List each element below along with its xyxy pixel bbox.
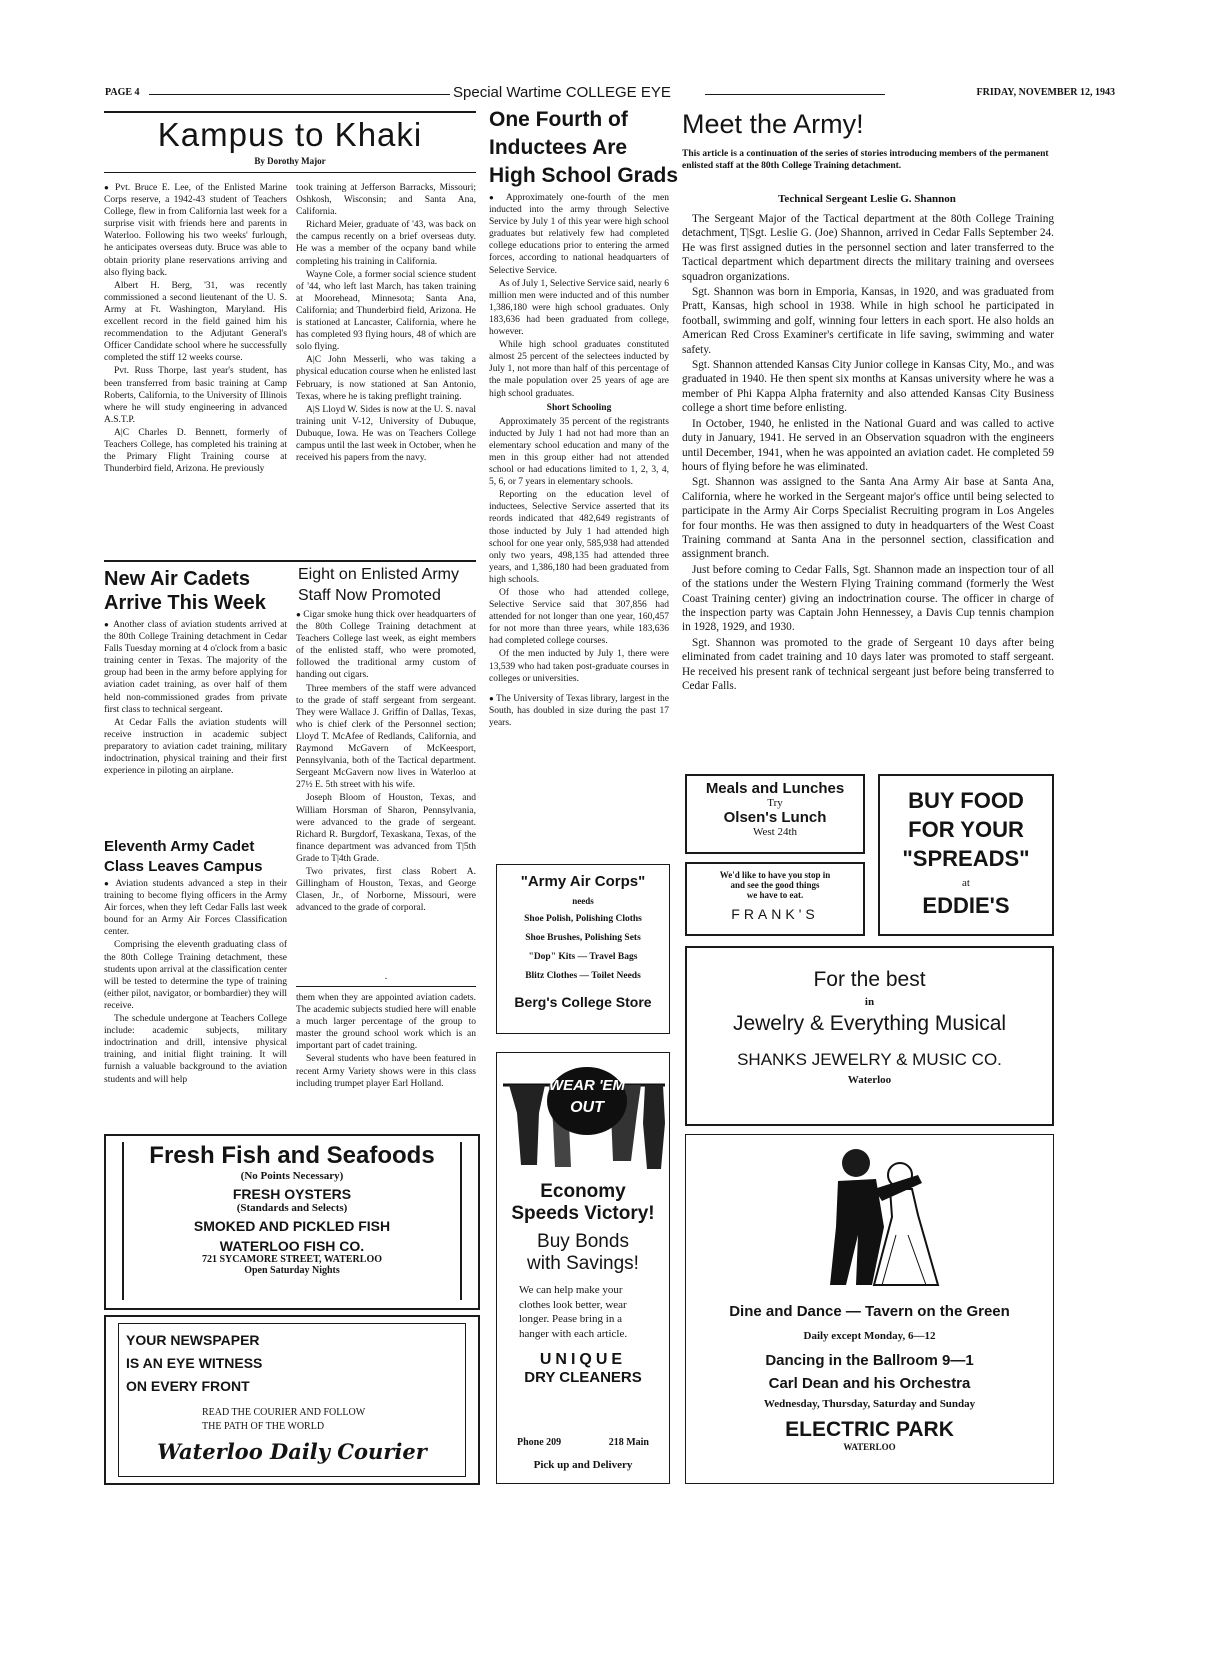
fourth-p2: As of July 1, Selective Service said, nearly 6 million men were inducted and of this number 1,386,180 were high school graduates. Only 183,636 had been graduated from college, however. <box>489 278 669 338</box>
courier-line-3: ON EVERY FRONT <box>126 1378 250 1394</box>
fourth-texas: ● The University of Texas library, largest in the South, has doubled in size during the past 17 years. <box>489 693 669 729</box>
unique-h2: Speeds Victory! <box>511 1203 655 1224</box>
fish-line-7: 721 SYCAMORE STREET, WATERLOO <box>201 1254 383 1265</box>
electric-line-2: Daily except Monday, 6—12 <box>803 1330 936 1342</box>
fourth-p5: Reporting on the education level of inductees, Selective Service asserted that its reords indicated that 482,649 registrants of those inducted by July 1 had attended high school for one year only, 585,938 had attended only two years, 498,135 had attended three years, and 1,386,180 had been graduated from high schools. <box>489 490 669 585</box>
eleventh-title-2: Class Leaves Campus <box>104 858 263 875</box>
shanks-line-1: For the best <box>813 968 926 991</box>
army-p5: Sgt. Shannon was assigned to the Santa Ana Army Air base at Santa Ana, California, where he worked in the Sergeant major's office until being selected to participate in the Army Air Corps Specialist Recruiting program in Los Angeles for four months. He was then assigned to duty in headquarters of the West Coast Training command at Santa Ana in the personnel section, classification and assignment branch. <box>682 476 1054 561</box>
electric-line-1: Dine and Dance — Tavern on the Green <box>729 1303 1010 1320</box>
army-body <box>682 212 1054 694</box>
unique-name-2: DRY CLEANERS <box>524 1369 642 1386</box>
electric-line-5: Wednesday, Thursday, Saturday and Sunday <box>763 1398 976 1410</box>
army-subhead: Technical Sergeant Leslie G. Shannon <box>778 193 956 205</box>
fish-line-8: Open Saturday Nights <box>244 1265 340 1276</box>
eddies-line-3: "SPREADS" <box>902 846 1030 871</box>
olsen-lunch-ad <box>685 774 865 854</box>
fourth-subhead: Short Schooling <box>546 402 612 413</box>
army-title: Meet the Army! <box>682 109 864 139</box>
divider-dot: · <box>384 974 388 985</box>
badge-line-1: WEAR 'EM <box>548 1077 626 1094</box>
courier-logo: Waterloo Daily Courier <box>157 1439 427 1464</box>
unique-pickup: Pick up and Delivery <box>533 1459 633 1471</box>
aircadets-p1: ● Another class of aviation students arrived at the 80th College Training detachment in Cedar Falls Tuesday morning at 4 o'clock from a basic training center in Texas. The majority of the group had been in the army before applying for aviation cadet training, as over half of them held non-commissioned grades from private first class to technical sergeant. <box>104 619 287 716</box>
fish-ad <box>122 1142 462 1300</box>
shanks-line-3: Jewelry & Everything Musical <box>732 1012 1007 1035</box>
eight-title-1: Eight on Enlisted Army <box>298 566 459 583</box>
man-head <box>842 1149 870 1177</box>
eight-p4: Two privates, first class Robert A. Gillingham of Houston, Texas, and George Clasen, Jr., of Norborne, Missouri, were advanced to the grade of corporal. <box>296 866 476 914</box>
kampus-p8: A|C John Messerli, who was taking a physical education course when he enlisted last February, is now stationed at San Antonio, Texas, where he is taking preflight training. <box>296 355 476 402</box>
electric-line-4: Carl Dean and his Orchestra <box>768 1375 971 1392</box>
shanks-line-4: SHANKS JEWELRY & MUSIC CO. <box>737 1050 1002 1069</box>
eleventh-continued <box>296 992 476 1091</box>
fourth-p3: While high school graduates constituted almost 25 percent of the selectees inducted by July 1, not more than half of this percentage of the male population over 25 years of age are high school graduates. <box>489 340 669 399</box>
man-figure <box>830 1179 884 1285</box>
army-intro: This article is a continuation of the series of stories introducing members of the permanent enlisted staff at the 80th College Training detachment. <box>682 149 1049 171</box>
unique-addr: 218 Main <box>608 1437 649 1448</box>
kampus-col1 <box>104 182 287 476</box>
dress-folds <box>882 1235 926 1285</box>
fish-line-1: Fresh Fish and Seafoods <box>149 1142 435 1169</box>
courier-line-1: YOUR NEWSPAPER <box>126 1332 260 1348</box>
bergs-ad <box>496 864 670 1034</box>
electric-line-7: WATERLOO <box>843 1442 896 1452</box>
eleventh-cont-p1: them when they are appointed aviation cadets. The academic subjects studied here will enable a much larger percentage of the group to master the ground school work which is an important part of cadet training. <box>296 993 476 1052</box>
franks-ad <box>685 862 865 936</box>
electric-line-6: ELECTRIC PARK <box>785 1418 954 1441</box>
army-p4: In October, 1940, he enlisted in the National Guard and was called to active duty in January, 1941. He served in an Observation squadron with the engineers until December, 1941, when he was appointed an aviation cadet. He completed 59 hours of flying before he was eliminated. <box>682 417 1054 473</box>
eight-title-2: Staff Now Promoted <box>298 587 441 604</box>
bergs-item-3: "Dop" Kits — Travel Bags <box>528 952 638 962</box>
electric-line-3: Dancing in the Ballroom 9—1 <box>765 1352 974 1369</box>
unique-body: We can help make your clothes look better, wear longer. Pease bring in a hanger with each article. <box>519 1284 628 1340</box>
electric-park-ad <box>685 1134 1054 1484</box>
kampus-p9: A|S Lloyd W. Sides is now at the U. S. naval training unit V-12, University of Dubuque, Dubuque, Iowa. He was on Teachers College campus until the last week in October, when he received his papers from the navy. <box>296 404 476 464</box>
bergs-line-1: "Army Air Corps" <box>520 873 646 890</box>
fish-line-3: FRESH OYSTERS <box>232 1186 352 1202</box>
kampus-title: Kampus to Khaki <box>157 116 423 153</box>
courier-ad <box>104 1315 480 1485</box>
hanging-garment <box>643 1085 665 1169</box>
eddies-line-2: FOR YOUR <box>908 817 1024 842</box>
eleventh-p2: Comprising the eleventh graduating class of the 80th College Training detachment, these students upon arrival at the classification center will be tested to determine the type of training (either pilot, navigator, or bombardier) they will receive. <box>104 940 287 1011</box>
kampus-p1: ● Pvt. Bruce E. Lee, of the Enlisted Marine Corps reserve, a 1942-43 student of Teachers College, flew in from California last week for a surprise visit with friends here and parents in Waterloo. Following his two weeks' furlough, he anticipates overseas duty. Bruce was able to obtain priority plane reservations arriving and also flying back. <box>104 182 287 279</box>
unique-h4: with Savings! <box>527 1253 639 1274</box>
eleventh-p1: ● Aviation students advanced a step in their training to become flying officers in the Army Air forces, when they left Cedar Falls last week bound for an Army Air Forces Classification center. <box>104 878 287 938</box>
kampus-p6: Richard Meier, graduate of '43, was back on the campus recently on a brief overseas duty. He was a member of the ocpany band while completing his training in California. <box>296 220 476 267</box>
kampus-p3: Pvt. Russ Thorpe, last year's student, has been transferred from basic training at Camp Roberts, California, to the University of Illinois where he will study engineering in advanced A.S.T.P. <box>104 366 287 425</box>
franks-line-4: FRANK'S <box>731 906 819 922</box>
unique-name-1: UNIQUE <box>539 1351 627 1368</box>
eddies-line-5: EDDIE'S <box>922 893 1010 918</box>
kampus-col2 <box>296 182 476 465</box>
army-p1: The Sergeant Major of the Tactical department at the 80th College Training detachment, T|Sgt. Leslie G. (Joe) Shannon, arrived in Cedar Falls September 24. He was first assigned duties in the personnel section and later transferred to the Tactical department which department directs the military training and oversees squadron organizations. <box>682 213 1054 283</box>
aircadets-title-2: Arrive This Week <box>104 592 266 614</box>
army-p2: Sgt. Shannon was born in Emporia, Kansas, in 1920, and was graduated from Pratt, Kansas, high school in 1938. While in high school he participated in football, swimming and golf, winning four letters in each sport. He also holds an American Red Cross Examiner's certificate in life saving, swimming and water safety. <box>682 286 1054 356</box>
aircadets-body <box>104 619 287 778</box>
unique-h1: Economy <box>540 1181 626 1202</box>
olsen-line-4: West 24th <box>752 826 798 838</box>
unique-phone: Phone 209 <box>517 1437 562 1448</box>
aircadets-title-1: New Air Cadets <box>104 568 250 590</box>
bergs-line-2: needs <box>572 896 594 906</box>
fourth-title-2: Inductees Are <box>489 136 628 159</box>
olsen-line-1: Meals and Lunches <box>705 780 845 797</box>
bergs-store: Berg's College Store <box>514 994 652 1010</box>
dancing-couple-illustration <box>686 1135 1053 1295</box>
eleventh-cont-p2: Several students who have been featured in recent Army Variety shows were in this class including trumpet player Earl Holland. <box>296 1054 476 1089</box>
eleventh-body <box>104 878 287 1087</box>
courier-line-5: THE PATH OF THE WORLD <box>202 1421 325 1432</box>
shanks-line-2: in <box>864 996 875 1008</box>
kampus-byline: By Dorothy Major <box>254 156 326 166</box>
franks-line-1: We'd like to have you stop in <box>719 870 831 880</box>
eight-p2: Three members of the staff were advanced to the grade of staff sergeant from sergeant. They were Wallace J. Griffin of Dallas, Texas, who is chief clerk of the Personnel section; Lloyd T. McAfee of Redlands, California, and Raymond McGavern of McKeesport, Pennsylvania, both of the Tactical department. Sergeant McGavern now lives in Waterloo at 27½ E. 5th street with his wife. <box>296 683 476 791</box>
eddies-ad <box>878 774 1054 936</box>
bergs-item-4: Blitz Clothes — Toilet Needs <box>525 971 641 981</box>
issue-date: FRIDAY, NOVEMBER 12, 1943 <box>974 87 1115 98</box>
unique-ad <box>496 1052 670 1484</box>
eight-body <box>296 609 476 915</box>
fourth-body <box>489 192 669 730</box>
fourth-p6: Of those who had attended college, Selective Service said that 307,856 had attended for not longer than one year, 160,457 for not more than three years, while 183,636 had completed college courses. <box>489 588 669 647</box>
fourth-p7: Of the men inducted by July 1, there were 13,539 who had taken post-graduate courses in colleges or universities. <box>489 649 669 684</box>
eddies-line-4: at <box>962 877 970 889</box>
fish-line-5: SMOKED AND PICKLED FISH <box>193 1218 391 1234</box>
army-p7: Sgt. Shannon was promoted to the grade of Sergeant 10 days after being eliminated from cadet training and 10 days later was promoted to staff sergeant. He received his present rank of technical sergeant just before being transferred to Cedar Falls. <box>682 636 1054 692</box>
unique-h3: Buy Bonds <box>537 1231 629 1252</box>
fourth-p1: ● Approximately one-fourth of the men inducted into the army through Selective Service by July 1 of this year were high school graduates but relatively few had completed college educations prior to entering the armed forces, according to national headquarters of Selective Service. <box>489 192 669 277</box>
eddies-line-1: BUY FOOD <box>908 788 1024 813</box>
kampus-p7: Wayne Cole, a former social science student of '44, who left last March, has taken training at Moorehead, Minnesota; Santa Ana, California; and Thunderbird field, Arizona. He is stationed at Lancaster, California, where he has completed 93 flying hours, 48 of which are solo flying. <box>296 269 476 353</box>
franks-line-3: we have to eat. <box>746 890 804 900</box>
army-p3: Sgt. Shannon attended Kansas City Junior college in Kansas City, Mo., and was graduated in 1940. He then spent six months at Kansas university where he was a member of Phi Kappa Alpha fraternity and also attended Kansas City Business college a short time before enlisting. <box>682 359 1054 415</box>
aircadets-p2: At Cedar Falls the aviation students will receive instruction in academic subject preparatory to aviation cadet training, military indoctrination, physical training and their first experience in piloting an airplane. <box>104 717 287 777</box>
paper-name: Special Wartime COLLEGE EYE <box>450 84 674 101</box>
eight-p1: ● Cigar smoke hung thick over headquarters of the 80th College Training detachment at Teachers College last week, as eight members of the enlisted staff, who were promoted, followed the traditional army custom of handing out cigars. <box>296 609 476 682</box>
kampus-p5: took training at Jefferson Barracks, Missouri; Oshkosh, Wisconsin; and Santa Ana, California. <box>296 183 476 218</box>
fish-line-4: (Standards and Selects) <box>236 1202 348 1214</box>
olsen-line-3: Olsen's Lunch <box>723 809 827 826</box>
kampus-p4: A|C Charles D. Bennett, formerly of Teachers College, has completed his training at the Primary Flight Training course at Thunderbird field, Arizona. He previously <box>104 427 287 475</box>
eleventh-p3: The schedule undergone at Teachers College include: academic subjects, military indoctrination and drill, intensive physical training, and initial flight training. It will furnish a valuable background to the aviation students and will help <box>104 1014 287 1085</box>
fish-line-2: (No Points Necessary) <box>240 1170 344 1182</box>
fourth-title-3: High School Grads <box>489 164 679 187</box>
courier-line-4: READ THE COURIER AND FOLLOW <box>202 1407 366 1418</box>
hanging-garment <box>509 1085 545 1165</box>
eleventh-title-1: Eleventh Army Cadet <box>104 838 255 855</box>
eight-p3: Joseph Bloom of Houston, Texas, and William Horsman of Sharon, Pennsylvania, were advanced to the grade of sergeant. Richard R. Burgdorf, Texaskana, Texas, of the finance department was advanced from T|5th Grade to T|4th Grade. <box>296 793 476 864</box>
badge-line-2: OUT <box>570 1099 604 1116</box>
fourth-title-1: One Fourth of <box>489 108 628 131</box>
franks-line-2: and see the good things <box>730 880 820 890</box>
kampus-p2: Albert H. Berg, '31, was recently commissioned a second lieutenant of the U. S. Army at Ft. Washington, Maryland. His excellent record in the field gained him his recommendation to the Adjutant General's Officer Candidate school where he successfully completed the stiff 12 weeks course. <box>104 280 287 364</box>
fourth-p4: Approximately 35 percent of the registrants inducted by July 1 had not had more than an elementary school education and many of the men in this group either had not attended school or had educations limited to 1, 2, 3, 4, 5, 6, or 7 years in elementary schools. <box>489 416 669 488</box>
masthead <box>105 86 1115 102</box>
courier-line-2: IS AN EYE WITNESS <box>126 1355 263 1371</box>
bergs-item-1: Shoe Polish, Polishing Cloths <box>524 914 642 924</box>
page-number: PAGE 4 <box>105 87 140 98</box>
army-p6: Just before coming to Cedar Falls, Sgt. Shannon made an inspection tour of all of the stations under the Western Flying Training command (formerly the West Coast Training center) giving an indoctrination course. The officer in charge of the inspection party was Captain John Hennessey, a Davis Cup tennis champion in 1928, 1929, and 1930. <box>682 563 1054 634</box>
woman-dress <box>874 1189 938 1285</box>
shanks-line-5: Waterloo <box>847 1074 892 1086</box>
shanks-ad <box>685 946 1054 1126</box>
olsen-line-2: Try <box>767 797 783 809</box>
fish-line-6: WATERLOO FISH CO. <box>219 1238 365 1254</box>
fish-ad-frame <box>104 1134 480 1310</box>
bergs-item-2: Shoe Brushes, Polishing Sets <box>525 933 641 943</box>
